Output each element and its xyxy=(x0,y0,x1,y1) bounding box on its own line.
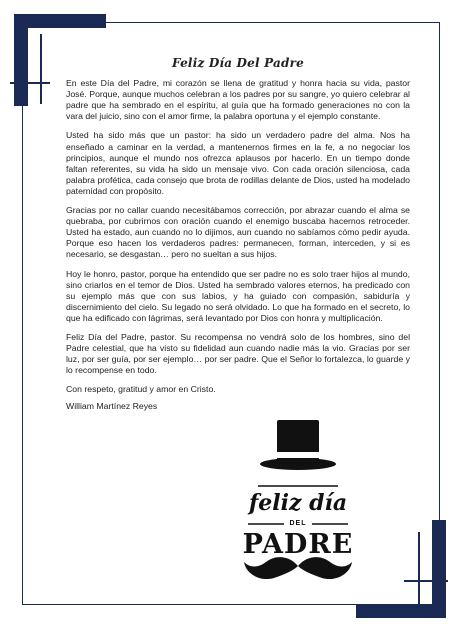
paragraph-2: Usted ha sido más que un pastor: ha sido un verdadero padre del alma. Nos ha enseñado a caminar en la verdad, a mantenernos firmes en la fe, a no negociar los principios, aunque el mundo nos ofrezca aplausos por hacerlo. En un tiempo donde faltan referentes, su vida ha sido un mensaje vivo. Con cada oración silenciosa, cada palabra profética, cada consejo que brota de rodillas delante de Dios, usted ha modelado paternidad con propósito. xyxy=(66,130,410,196)
paragraph-5: Feliz Día del Padre, pastor. Su recompensa no vendrá solo de los hombres, sino del Padre celestial, que ha visto su fidelidad aun cuando nadie más la vio. Gracias por ser luz, por ser guía, por ser ejemplo… por ser padre. Que el Señor lo fortalezca, lo guarde y lo recompense en todo. xyxy=(66,331,410,376)
corner-line-bottom-right xyxy=(418,532,420,612)
closing-line: Con respeto, gratitud y amor en Cristo. xyxy=(66,384,216,395)
fathers-day-emblem xyxy=(228,416,368,591)
emblem-text-padre: PADRE xyxy=(242,529,354,560)
corner-line-bottom-right-horizontal xyxy=(404,580,448,582)
corner-line-top-left xyxy=(40,34,42,104)
corner-accent-top-left-vertical xyxy=(14,14,28,106)
paragraph-1: En este Día del Padre, mi corazón se llena de gratitud y honra hacia su vida, pastor José. Porque, aunque muchos celebran a los padres por su sangre, yo quiero celebrar al padre que ha sembrado en el espíritu, al guía que ha formado generaciones no con la vara del juicio, sino con el amor firme, la palabra oportuna y el ejemplo constante. xyxy=(66,78,410,122)
emblem-text-feliz-dia: feliz día xyxy=(248,490,348,516)
corner-line-top-left-horizontal xyxy=(10,82,50,84)
emblem-text-del: DEL xyxy=(289,520,307,527)
top-hat-icon xyxy=(260,420,336,470)
paragraph-4: Hoy le honro, pastor, porque ha entendido que ser padre no es solo traer hijos al mundo, sino criarlos en el temor de Dios. Usted ha sembrado valores eternos, ha predicado con su ejemplo más que con sus labios, y ha guiado con compasión, sabiduría y discernimiento del cielo. Su legado no será olvidado. Lo que ha formado en el secreto, lo que ha edificado con lágrimas, será levantado por Dios con honra y multiplicación. xyxy=(66,268,410,323)
paragraph-3: Gracias por no callar cuando necesitábamos corrección, por abrazar cuando el alma se quebraba, por cubrirnos con oración cuando el enemigo buscaba hacernos retroceder. Usted ha estado, aun cuando no lo dijimos, aun cuando no sabíamos cómo pedir ayuda. Porque eso hacen los verdaderos padres: permanecen, forman, interceden, y si es necesario, se desgastan… pero no sueltan a sus hijos. xyxy=(66,205,410,260)
letter-title: Feliz Día Del Padre xyxy=(172,56,304,70)
letter-body xyxy=(66,58,410,419)
signature: William Martínez Reyes xyxy=(66,401,158,412)
mustache-icon xyxy=(244,557,352,579)
corner-accent-bottom-right-vertical xyxy=(432,520,446,618)
